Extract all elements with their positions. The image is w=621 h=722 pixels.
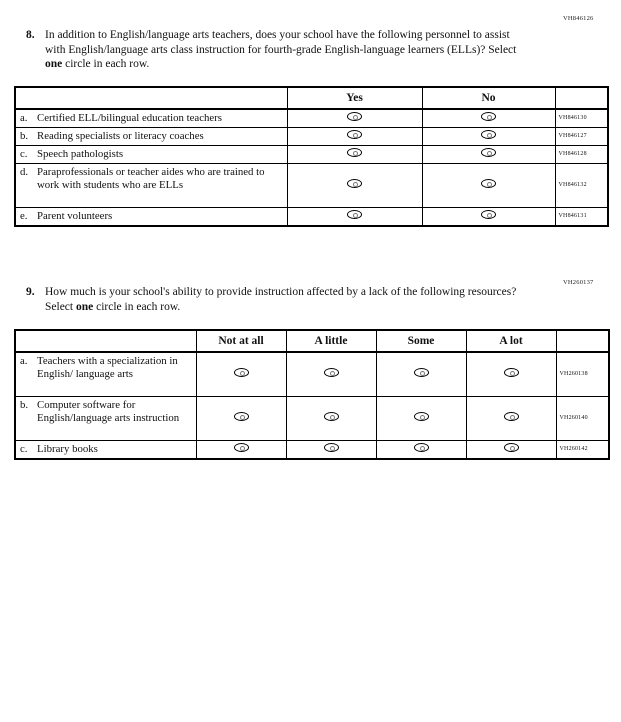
item-code: VH260140 xyxy=(556,396,609,440)
q8-response-table xyxy=(14,86,609,227)
response-oval-no[interactable] xyxy=(481,130,496,139)
question-8-text-end: circle in each row. xyxy=(62,58,150,70)
question-8-bold-word: one xyxy=(45,58,63,70)
question-9-number: 9. xyxy=(26,286,35,298)
q9-header-a-lot: A lot xyxy=(466,330,556,352)
table-row xyxy=(15,440,609,459)
item-code: VH260138 xyxy=(556,352,609,396)
table-row xyxy=(15,164,608,208)
response-oval-a-little[interactable] xyxy=(324,368,339,377)
row-label: Speech pathologists xyxy=(37,148,124,160)
response-oval-not-at-all[interactable] xyxy=(234,443,249,452)
response-oval-some[interactable] xyxy=(414,368,429,377)
response-oval-some[interactable] xyxy=(414,443,429,452)
row-label: Certified ELL/bilingual education teachers xyxy=(37,112,222,124)
q9-response-table xyxy=(14,329,610,460)
table-row xyxy=(15,208,608,227)
table-row xyxy=(15,146,608,164)
table-row xyxy=(15,109,608,128)
table-row xyxy=(15,352,609,396)
response-oval-some[interactable] xyxy=(414,412,429,421)
q9-header-code-empty xyxy=(556,330,609,352)
item-code: VH846127 xyxy=(555,128,608,146)
row-letter: a. xyxy=(20,355,28,367)
response-oval-yes[interactable] xyxy=(347,179,362,188)
q8-header-no: No xyxy=(422,87,555,109)
response-oval-no[interactable] xyxy=(481,179,496,188)
row-letter: a. xyxy=(20,112,28,124)
question-9-text xyxy=(45,285,531,314)
question-8-text-start: In addition to English/language arts teachers, does your school have the following personnel to assist with English/language arts class instruction for fourth-grade English-language learners (ELLs)? Select xyxy=(45,29,517,56)
q9-header-empty xyxy=(15,330,196,352)
item-code: VH846128 xyxy=(555,146,608,164)
question-8-number: 8. xyxy=(26,29,35,41)
question-9-text-start: How much is your school's ability to provide instruction affected by a lack of the following resources? Select xyxy=(45,286,517,313)
response-oval-a-lot[interactable] xyxy=(504,443,519,452)
question-8 xyxy=(26,28,531,72)
q8-header-yes: Yes xyxy=(287,87,422,109)
response-oval-yes[interactable] xyxy=(347,130,362,139)
question-9-bold-word: one xyxy=(75,300,94,313)
q9-header-some: Some xyxy=(376,330,466,352)
response-oval-yes[interactable] xyxy=(347,112,362,121)
question-8-text xyxy=(45,28,531,72)
response-oval-not-at-all[interactable] xyxy=(234,368,249,377)
response-oval-a-lot[interactable] xyxy=(504,412,519,421)
q9-header-not-at-all: Not at all xyxy=(196,330,286,352)
row-letter: c. xyxy=(20,148,28,160)
q9-header-row xyxy=(15,330,609,352)
row-label: Parent volunteers xyxy=(37,210,113,222)
response-oval-yes[interactable] xyxy=(347,210,362,219)
response-oval-no[interactable] xyxy=(481,112,496,121)
item-code: VH260142 xyxy=(556,440,609,459)
row-label: Computer software for English/language arts instruction xyxy=(37,398,180,424)
table-row xyxy=(15,128,608,146)
item-code: VH846132 xyxy=(555,164,608,208)
q8-header-code-empty xyxy=(555,87,608,109)
item-code-q9: VH260137 xyxy=(563,279,594,286)
row-letter: b. xyxy=(20,398,29,411)
row-letter: b. xyxy=(20,130,29,142)
response-oval-not-at-all[interactable] xyxy=(234,412,249,421)
q8-header-empty xyxy=(15,87,287,109)
response-oval-no[interactable] xyxy=(481,210,496,219)
row-label: Reading specialists or literacy coaches xyxy=(37,130,204,142)
row-label: Teachers with a specialization in English/ language arts xyxy=(37,355,178,380)
item-code-q8: VH846126 xyxy=(563,15,594,22)
q9-header-a-little: A little xyxy=(286,330,376,352)
response-oval-a-lot[interactable] xyxy=(504,368,519,377)
item-code: VH846131 xyxy=(555,208,608,227)
row-letter: d. xyxy=(20,166,29,178)
table-row xyxy=(15,396,609,440)
q8-header-row xyxy=(15,87,608,109)
row-label: Library books xyxy=(37,442,98,455)
item-code: VH846130 xyxy=(555,109,608,128)
row-label: Paraprofessionals or teacher aides who are trained to work with students who are ELLs xyxy=(37,166,265,191)
response-oval-a-little[interactable] xyxy=(324,412,339,421)
response-oval-yes[interactable] xyxy=(347,148,362,157)
question-9-text-end: circle in each row. xyxy=(93,300,181,313)
row-letter: e. xyxy=(20,210,28,222)
question-9 xyxy=(26,285,531,314)
row-letter: c. xyxy=(20,442,28,455)
response-oval-a-little[interactable] xyxy=(324,443,339,452)
response-oval-no[interactable] xyxy=(481,148,496,157)
